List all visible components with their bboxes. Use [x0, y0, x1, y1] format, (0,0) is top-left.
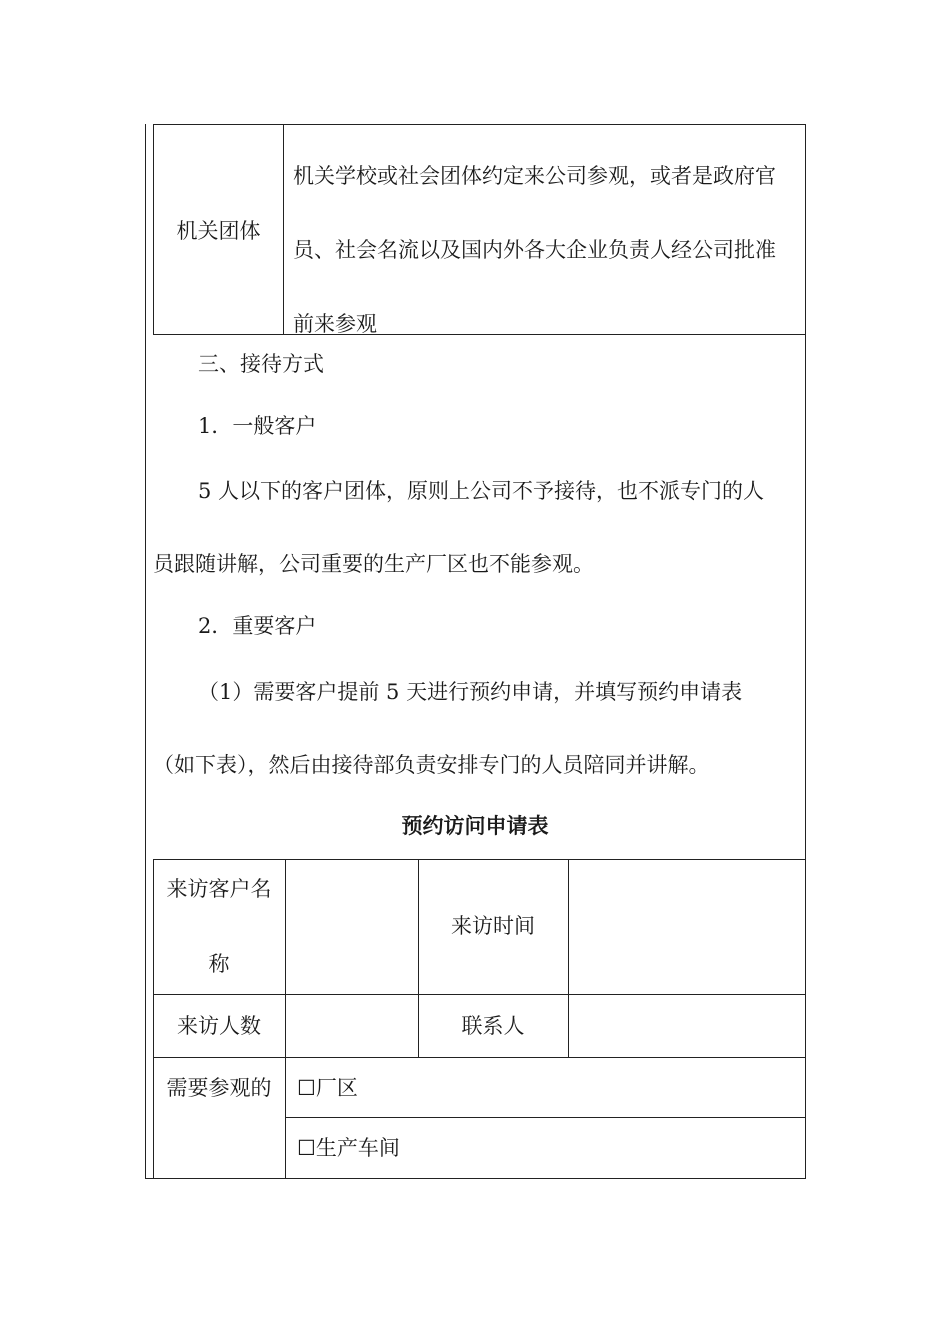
section-heading: 三、接待方式	[198, 352, 324, 376]
visit-time-label: 来访时间	[451, 914, 535, 938]
subsection-heading: 1．一般客户	[198, 414, 317, 438]
visitor-count-label: 来访人数	[177, 1014, 261, 1038]
contact-person-label: 联系人	[461, 1014, 525, 1038]
visit-time-field[interactable]	[569, 860, 806, 994]
paragraph-line: 5 人以下的客户团体，原则上公司不予接待，也不派专门的人	[198, 479, 765, 503]
paragraph-line: （如下表），然后由接待部负责安排专门的人员陪同并讲解。	[153, 753, 710, 777]
visitor-category-table	[153, 124, 806, 335]
table-rule	[153, 1057, 806, 1058]
form-title: 预约访问申请表	[401, 814, 549, 838]
visit-areas-label: 需要参观的	[166, 1076, 272, 1100]
visitor-count-field[interactable]	[286, 995, 418, 1057]
paragraph-line: （1）需要客户提前 5 天进行预约申请，并填写预约申请表	[198, 680, 743, 704]
paragraph-line: 员跟随讲解，公司重要的生产厂区也不能参观。	[153, 552, 594, 576]
visitor-name-label-cont: 称	[208, 952, 230, 976]
option-production-workshop[interactable]	[297, 1132, 400, 1162]
description-cell	[293, 139, 805, 361]
option-label: 生产车间	[315, 1136, 400, 1160]
subsection-heading: 2．重要客户	[198, 614, 317, 638]
appointment-form-table	[153, 859, 806, 1179]
description-line: 员、社会名流以及国内外各大企业负责人经公司批准	[293, 238, 776, 262]
option-factory-area[interactable]	[297, 1072, 358, 1102]
description-line: 前来参观	[293, 312, 377, 336]
contact-person-field[interactable]	[569, 995, 806, 1057]
visitor-name-field[interactable]	[286, 860, 418, 994]
checkbox-icon[interactable]: ☐	[297, 1076, 316, 1100]
checkbox-icon[interactable]: ☐	[297, 1136, 316, 1160]
category-cell: 机关团体	[154, 125, 284, 334]
description-line: 机关学校或社会团体约定来公司参观，或者是政府官	[293, 164, 776, 188]
table-rule	[285, 1117, 806, 1118]
visitor-name-label: 来访客户名	[166, 877, 272, 901]
option-label: 厂区	[315, 1076, 358, 1100]
